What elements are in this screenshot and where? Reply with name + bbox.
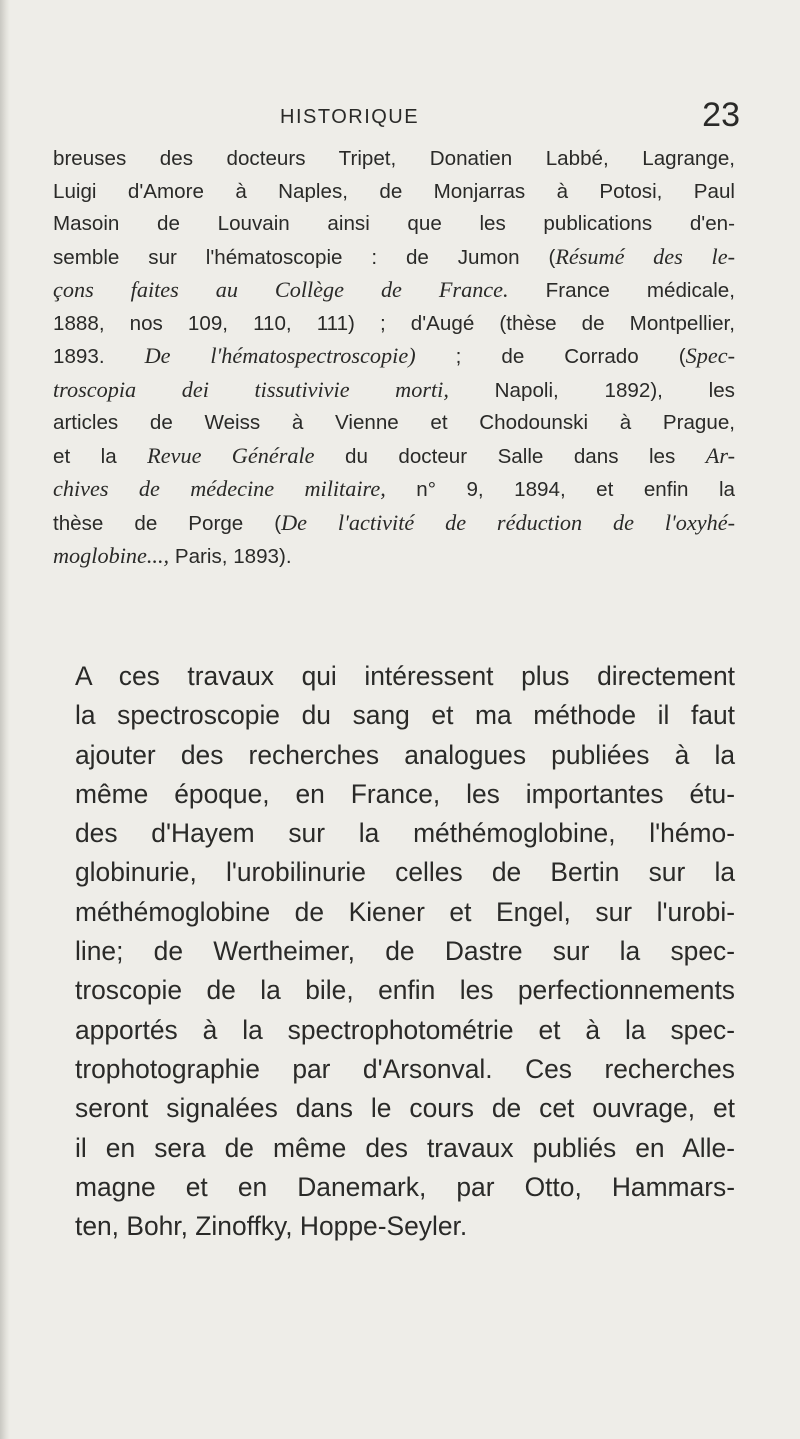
text-run: Luigi d'Amore à Naples, de Monjarras à Potosi, Paul [53, 179, 735, 203]
text-line [53, 176, 735, 209]
italic-text: De l'activité de réduction de l'oxyhé- [281, 509, 735, 535]
text-line: méthémoglobine de Kiener et Engel, sur l'urobi- [75, 896, 735, 927]
italic-text: Ar- [705, 442, 735, 468]
text-line [53, 407, 735, 440]
text-line: des d'Hayem sur la méthémoglobine, l'hémo- [75, 818, 735, 849]
italic-text: moglobine..., [53, 543, 170, 568]
italic-text: Résumé des le- [555, 243, 735, 269]
text-line: la spectroscopie du sang et ma méthode il faut [75, 700, 735, 731]
text-run: France médicale, [508, 279, 735, 302]
text-line: ajouter des recherches analogues publiées à la [75, 739, 735, 770]
text-line: apportés à la spectrophotométrie et à la spec- [75, 1014, 735, 1045]
text-run: Masoin de Louvain ainsi que les publications d'en- [53, 212, 735, 235]
text-line: seront signalées dans le cours de cet ouvrage, et [75, 1093, 735, 1124]
text-run: n° 9, 1894, et enfin la [385, 478, 735, 501]
text-line: il en sera de même des travaux publiés en Alle- [75, 1132, 735, 1163]
italic-text: chives de médecine militaire, [53, 476, 386, 501]
text-line: trophotographie par d'Arsonval. Ces recherches [75, 1053, 735, 1084]
text-line [53, 208, 735, 241]
text-line [53, 143, 735, 176]
text-line [53, 308, 735, 341]
text-line [53, 473, 735, 507]
text-line [53, 440, 735, 474]
text-line [53, 374, 735, 408]
text-run: articles de Weiss à Vienne et Chodounski à Prague, [53, 411, 735, 434]
text-line: globinurie, l'urobilinurie celles de Bertin sur la [75, 857, 735, 888]
text-line: même époque, en France, les importantes étu- [75, 778, 735, 809]
text-run: thèse de Porge ( [53, 511, 282, 535]
text-run: ; de Corrado ( [415, 345, 686, 368]
page-number: 23 [702, 96, 740, 134]
text-line: ten, Bohr, Zinoffky, Hoppe-Seyler. [75, 1211, 468, 1242]
footnote-paragraph [53, 143, 735, 574]
body-paragraph [53, 657, 735, 1246]
text-line [53, 241, 735, 275]
italic-text: çons faites au Collège de France. [53, 277, 509, 302]
italic-text: Spec- [685, 343, 735, 368]
page-edge [0, 0, 10, 1439]
text-line [53, 540, 735, 574]
text-run: Napoli, 1892), les [448, 378, 735, 402]
text-run: semble sur l'hématoscopie : de Jumon ( [53, 245, 556, 269]
text-line [53, 274, 735, 308]
text-line [53, 340, 735, 374]
text-line: line; de Wertheimer, de Dastre sur la spec- [75, 936, 735, 967]
text-line: magne et en Danemark, par Otto, Hammars- [75, 1171, 735, 1202]
text-line: troscopie de la bile, enfin les perfectionnements [75, 975, 735, 1006]
text-run: 1888, nos 109, 110, 111) ; d'Augé (thèse de Montpellier, [53, 311, 735, 335]
text-run: Paris, 1893). [169, 545, 292, 568]
text-run: et la [53, 444, 148, 468]
text-line: A ces travaux qui intéressent plus directement [75, 661, 735, 691]
text-run: 1893. [53, 345, 145, 368]
running-title: HISTORIQUE [280, 106, 420, 128]
running-header [280, 98, 740, 138]
text-line [53, 507, 735, 541]
italic-text: troscopia dei tissutivivie morti, [53, 376, 449, 402]
text-run: breuses des docteurs Tripet, Donatien Labbé, Lagrange, [53, 147, 735, 170]
italic-text: Revue Générale [147, 442, 315, 468]
text-run: du docteur Salle dans les [314, 444, 706, 468]
italic-text: De l'hématospectroscopie) [144, 343, 416, 368]
